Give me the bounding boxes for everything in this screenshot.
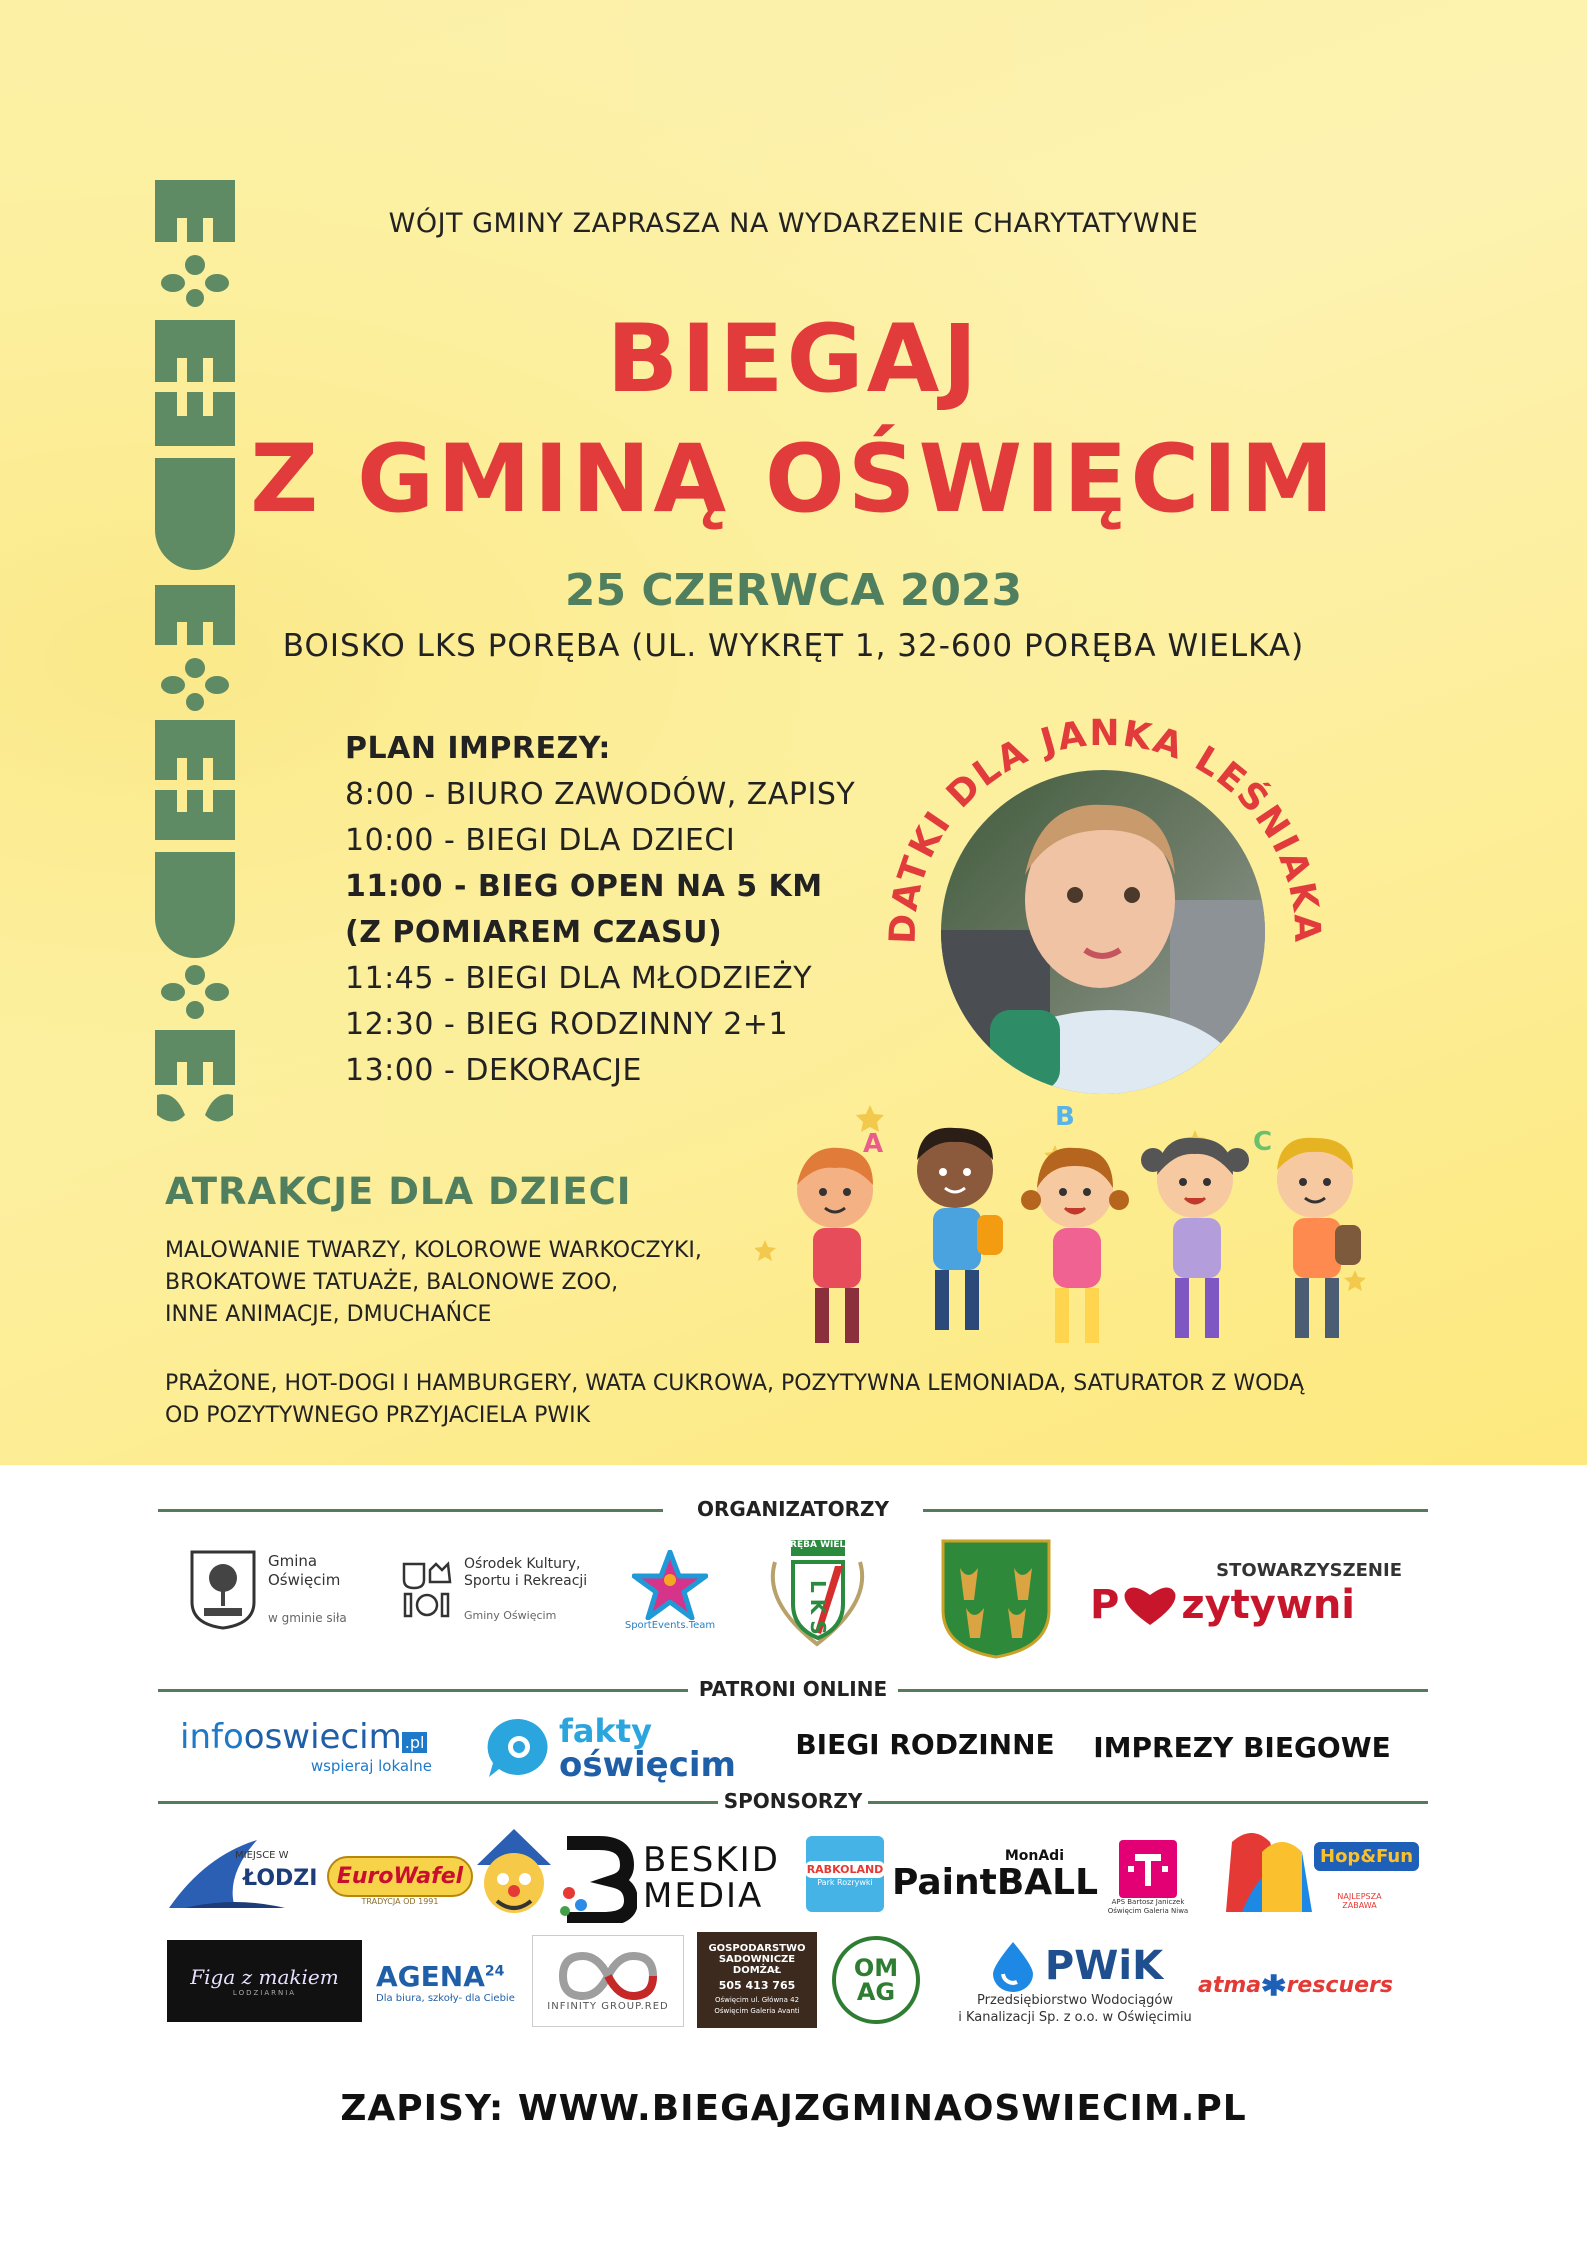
schedule-item-highlight: (Z POMIAREM CZASU): [345, 915, 723, 950]
okspir-sub: Gminy Oświęcim: [464, 1609, 557, 1622]
sponsors-label: SPONSORZY: [723, 1789, 863, 1813]
okspir-logo: [400, 1556, 610, 1622]
heart-icon: [1119, 1583, 1181, 1627]
event-intro: WÓJT GMINY ZAPRASZA NA WYDARZENIE CHARYTATYWNE: [388, 208, 1199, 239]
agena-sup: 24: [484, 1963, 505, 1980]
okspir-name: Ośrodek Kultury, Sportu i Rekreacji: [464, 1556, 588, 1589]
schedule-item: 13:00 - DEKORACJE: [345, 1053, 642, 1088]
rabkoland-logo: [806, 1836, 884, 1912]
gmina-oswiecim-logo: [190, 1548, 370, 1632]
letter-c: C: [1253, 1127, 1273, 1157]
rescuers-text: rescuers: [1286, 1972, 1393, 1998]
coat-of-arms-icon: [940, 1538, 1052, 1660]
t-mobile-sub: APS Bartosz Janiczek Oświęcim Galeria Niwa: [1107, 1898, 1189, 1915]
beskid-line2: MEDIA: [643, 1876, 764, 1916]
figa-sub: LODZIARNIA: [232, 1989, 297, 1997]
gmina-name: Gmina Oświęcim: [268, 1552, 341, 1589]
event-date: 25 CZERWCA 2023: [564, 565, 1023, 616]
letter-a: A: [863, 1129, 884, 1159]
fakty-oswiecim-logo: [485, 1712, 765, 1784]
sportevents-logo: [625, 1545, 715, 1635]
agena-sub: Dla biura, szkoły- dla Ciebie: [376, 1993, 515, 2004]
biegi-rodzinne-text: BIEGI RODZINNE: [795, 1727, 1055, 1761]
eurowafel-text: EuroWafel: [327, 1856, 473, 1897]
imprezy-biegowe-logo: [1083, 1727, 1401, 1767]
schedule-item: 11:45 - BIEGI DLA MŁODZIEŻY: [345, 961, 813, 996]
clown-icon: [467, 1825, 562, 1920]
sportevents-text: SportEvents.Team: [624, 1619, 716, 1631]
info-a: info: [180, 1717, 244, 1757]
eurowafel-sub: TRADYCJA OD 1991: [361, 1897, 439, 1906]
gospodarstwo-text: GOSPODARSTWO SADOWNICZE DOMŻAŁ: [708, 1943, 806, 1976]
beskid-media-logo: [555, 1832, 795, 1924]
infooswiecim-logo: [180, 1715, 462, 1777]
patrons-label: PATRONI ONLINE: [698, 1677, 888, 1701]
food-line: OD POZYTYWNEGO PRZYJACIELA PWIK: [165, 1403, 591, 1428]
hop-fun-sub: NAJLEPSZA ZABAWA: [1337, 1892, 1382, 1910]
fakty-b: oświęcim: [559, 1745, 736, 1785]
biegi-rodzinne-logo: [780, 1724, 1070, 1764]
infinity-text: INFINITY GROUP.RED: [547, 2000, 669, 2012]
lks-poreba-logo: [755, 1532, 880, 1650]
schedule-item: 12:30 - BIEG RODZINNY 2+1: [345, 1007, 789, 1042]
info-tagline: wspieraj lokalne: [310, 1757, 432, 1775]
water-drop-icon: [987, 1940, 1039, 1992]
organizers-section-header: [158, 1497, 1428, 1523]
infinity-group-logo: [532, 1935, 684, 2027]
miejsce-w-lodzi-logo: [165, 1836, 335, 1912]
attraction-line: INNE ANIMACJE, DMUCHAŃCE: [165, 1302, 492, 1327]
schedule-item: 8:00 - BIURO ZAWODÓW, ZAPISY: [345, 777, 856, 812]
gmina-tagline: w gminie siła: [268, 1611, 347, 1625]
clown-mascot-logo: [467, 1825, 562, 1920]
schedule-item-highlight: 11:00 - BIEG OPEN NA 5 KM: [345, 869, 823, 904]
infinity-icon: [553, 1951, 663, 2001]
rabkoland-text: RABKOLAND: [804, 1861, 887, 1878]
pozytywni-rest: zytywni: [1181, 1582, 1356, 1628]
gospodarstwo-domzal-logo: [697, 1932, 817, 2028]
sponsors-section-header: [158, 1789, 1428, 1815]
camera-chat-icon: [485, 1715, 553, 1781]
beskid-icon: [555, 1833, 637, 1923]
rabkoland-sub: Park Rozrywki: [817, 1878, 873, 1887]
herb-logo: [940, 1538, 1052, 1660]
agena24-logo: [376, 1952, 516, 2012]
atma-text: atma: [1198, 1972, 1262, 1998]
event-title-line1: BIEGAJ: [606, 305, 981, 414]
stowarzyszenie-pozytywni-logo: [1090, 1560, 1402, 1632]
schedule: [345, 726, 855, 1094]
omag-logo: [832, 1936, 920, 2024]
attraction-line: MALOWANIE TWARZY, KOLOROWE WARKOCZYKI,: [165, 1238, 702, 1263]
gospodarstwo-address: Oświęcim ul. Główna 42 Oświęcim Galeria Avanti: [714, 1996, 800, 2015]
figa-text: Figa z makiem: [190, 1965, 339, 1989]
event-title-line2: Z GMINĄ OŚWIĘCIM: [250, 425, 1337, 534]
okspir-icon: [400, 1560, 454, 1620]
monadi-paintball-logo: [891, 1840, 1099, 1910]
t-mobile-icon: [1119, 1840, 1177, 1898]
registration-footer: ZAPISY: WWW.BIEGAJZGMINAOSWIECIM.PL: [340, 2088, 1247, 2129]
atma-rescuers-logo: [1198, 1965, 1393, 2005]
donation-arc-text: DATKI DLA JANKA LEŚNIAKA: [882, 712, 1328, 945]
child-photo: [930, 760, 1290, 1100]
food-line: PRAŻONE, HOT-DOGI I HAMBURGERY, WATA CUKROWA, POZYTYWNA LEMONIADA, SATURATOR Z WODĄ: [165, 1371, 1305, 1396]
lks-text: LKS: [806, 1580, 830, 1641]
info-b: oswiecim: [243, 1717, 402, 1757]
attractions-list: [165, 1235, 702, 1331]
eurowafel-logo: [336, 1845, 464, 1917]
stowarzyszenie-text: STOWARZYSZENIE: [1216, 1560, 1402, 1581]
fakty-a: fakty: [559, 1712, 652, 1750]
star-icon: [632, 1550, 708, 1620]
attractions-heading: ATRAKCJE DLA DZIECI: [165, 1170, 632, 1213]
omag-text: OM AG: [853, 1954, 899, 2006]
info-c: .pl: [402, 1732, 428, 1753]
pwik-sub: Przedsiębiorstwo Wodociągów i Kanalizacji Sp. z o.o. w Oświęcimiu: [958, 1992, 1192, 2025]
organizers-label: ORGANIZATORZY: [697, 1497, 889, 1521]
gospodarstwo-phone: 505 413 765: [718, 1979, 796, 1992]
agena-text: AGENA: [376, 1960, 485, 1993]
food-info: [165, 1368, 1304, 1432]
star-of-life-icon: [1261, 1972, 1286, 1998]
schedule-item: 10:00 - BIEGI DLA DZIECI: [345, 823, 736, 858]
pozytywni-p: P: [1090, 1582, 1120, 1628]
beskid-line1: BESKID: [643, 1840, 780, 1880]
t-mobile-logo: [1103, 1835, 1193, 1921]
lks-top-text: PORĘBA WIELKA: [775, 1540, 860, 1550]
hop-fun-logo: [1222, 1822, 1414, 1916]
event-venue: BOISKO LKS PORĘBA (UL. WYKRĘT 1, 32-600 PORĘBA WIELKA): [282, 628, 1305, 664]
pwik-logo: [950, 1935, 1200, 2030]
miejsce-text: ŁODZI: [243, 1866, 318, 1891]
figa-z-makiem-logo: [167, 1940, 362, 2022]
hop-fun-text: Hop&Fun: [1314, 1842, 1419, 1871]
donation-photo-badge: [870, 700, 1340, 1100]
pwik-text: PWiK: [1044, 1942, 1164, 1989]
attraction-line: BROKATOWE TATUAŻE, BALONOWE ZOO,: [165, 1270, 619, 1295]
imprezy-biegowe-text: IMPREZY BIEGOWE: [1093, 1730, 1391, 1764]
running-kids-illustration: [755, 1090, 1405, 1360]
schedule-heading: PLAN IMPREZY:: [345, 731, 611, 766]
letter-b: B: [1055, 1102, 1075, 1132]
paintball-text: PaintBALL: [891, 1862, 1099, 1903]
monadi-text: MonAdi: [1004, 1848, 1064, 1864]
patrons-section-header: [158, 1677, 1428, 1703]
miejsce-small: MIEJSCE W: [235, 1850, 289, 1861]
gmina-crest-icon: [190, 1550, 256, 1630]
